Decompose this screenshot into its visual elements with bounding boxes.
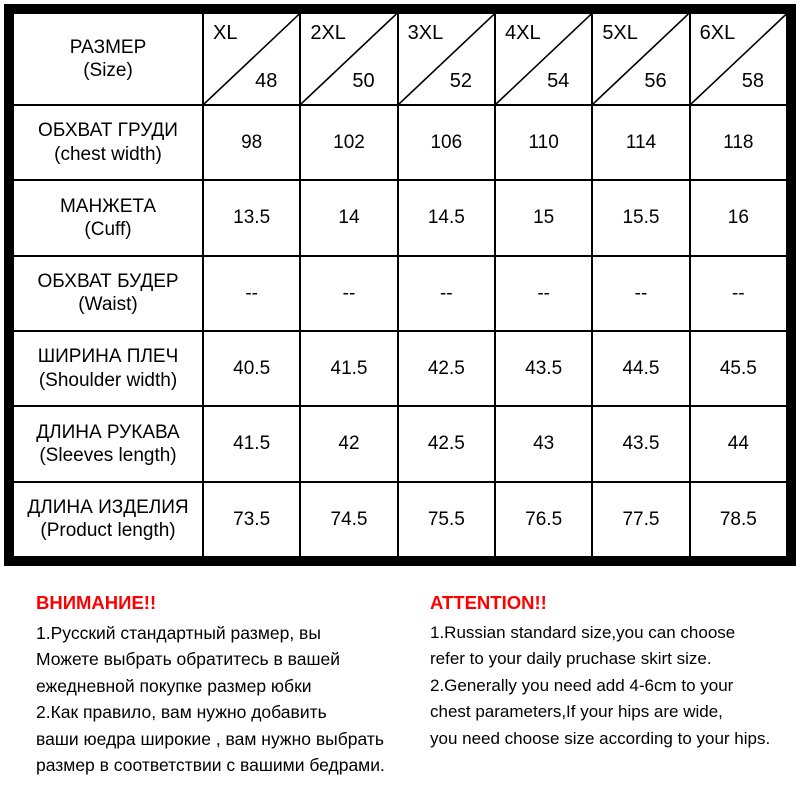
measurement-value-cell: 41.5 bbox=[203, 406, 300, 481]
size-number: 56 bbox=[644, 70, 667, 92]
measurement-value-cell: 15.5 bbox=[592, 180, 689, 255]
note-line: chest parameters,If your hips are wide, bbox=[430, 702, 723, 721]
measurement-value-cell: 75.5 bbox=[398, 482, 495, 557]
size-header-cell-xl bbox=[203, 13, 300, 105]
measurement-value-cell: 44 bbox=[690, 406, 787, 481]
note-block-english bbox=[430, 580, 790, 752]
header-corner-label-en: (Size) bbox=[83, 60, 133, 81]
measurement-value-cell: 98 bbox=[203, 105, 300, 180]
measurement-value-cell: 77.5 bbox=[592, 482, 689, 557]
table-row bbox=[13, 105, 787, 180]
measurement-value-cell: 76.5 bbox=[495, 482, 592, 557]
note-line: ежедневной покупке размер юбки bbox=[36, 675, 312, 696]
header-corner-cell bbox=[13, 13, 203, 105]
measurement-value-cell: 110 bbox=[495, 105, 592, 180]
size-header-cell-6xl bbox=[690, 13, 787, 105]
measurement-label-en: (Shoulder width) bbox=[38, 369, 178, 391]
size-chart-table-frame bbox=[4, 4, 796, 566]
measurement-value-cell: -- bbox=[300, 256, 397, 331]
measurement-value-cell: -- bbox=[398, 256, 495, 331]
measurement-value-cell: -- bbox=[203, 256, 300, 331]
measurement-label-cell bbox=[13, 256, 203, 331]
size-label: XL bbox=[213, 22, 238, 44]
measurement-label-en: (Product length) bbox=[40, 520, 176, 542]
measurement-value-cell: 118 bbox=[690, 105, 787, 180]
measurement-value-cell: 74.5 bbox=[300, 482, 397, 557]
size-header-cell-4xl bbox=[495, 13, 592, 105]
measurement-value-cell: 43 bbox=[495, 406, 592, 481]
measurement-value-cell: 114 bbox=[592, 105, 689, 180]
table-row bbox=[13, 180, 787, 255]
measurement-value-cell: 102 bbox=[300, 105, 397, 180]
size-label: 4XL bbox=[504, 22, 541, 44]
note-line: ваши юедра широкие , вам нужно выбрать bbox=[36, 728, 384, 749]
measurement-value-cell: 42 bbox=[300, 406, 397, 481]
measurement-value-cell: 42.5 bbox=[398, 331, 495, 406]
size-label: 3XL bbox=[407, 22, 444, 44]
size-label: 2XL bbox=[310, 22, 346, 44]
measurement-label-cell bbox=[13, 482, 203, 557]
note-title-english: ATTENTION!! bbox=[430, 592, 547, 613]
measurement-value-cell: 106 bbox=[398, 105, 495, 180]
measurement-label-en: (Cuff) bbox=[84, 218, 132, 240]
size-number: 50 bbox=[352, 70, 375, 92]
note-line: you need choose size according to your hips. bbox=[430, 728, 771, 748]
table-row bbox=[13, 406, 787, 481]
note-line: размер в соответствии с вашими бедрами. bbox=[36, 755, 385, 775]
measurement-value-cell: 14.5 bbox=[398, 180, 495, 255]
note-block-russian bbox=[36, 580, 416, 779]
measurement-value-cell: 40.5 bbox=[203, 331, 300, 406]
measurement-label-cell bbox=[13, 331, 203, 406]
measurement-label-ru: ДЛИНА РУКАВА bbox=[36, 421, 180, 443]
note-title-russian: ВНИМАНИЕ!! bbox=[36, 592, 157, 613]
note-line: Можете выбрать обратитесь в вашей bbox=[36, 649, 341, 669]
size-header-cell-2xl bbox=[300, 13, 397, 105]
measurement-label-ru: МАНЖЕТА bbox=[59, 195, 157, 217]
measurement-value-cell: 14 bbox=[300, 180, 397, 255]
size-chart-table bbox=[12, 12, 788, 558]
notes-section bbox=[0, 580, 800, 790]
measurement-label-ru: ШИРИНА ПЛЕЧ bbox=[37, 346, 179, 368]
measurement-value-cell: 15 bbox=[495, 180, 592, 255]
table-row bbox=[13, 482, 787, 557]
measurement-label-ru: ОБХВАТ ГРУДИ bbox=[38, 120, 178, 142]
size-number: 58 bbox=[741, 70, 764, 92]
measurement-label-en: (Waist) bbox=[78, 294, 138, 316]
measurement-label-cell bbox=[13, 105, 203, 180]
note-line: 2.Как правило, вам нужно добавить bbox=[36, 702, 327, 722]
measurement-value-cell: 16 bbox=[690, 180, 787, 255]
size-label: 6XL bbox=[699, 22, 736, 44]
table-row bbox=[13, 331, 787, 406]
measurement-label-ru: ОБХВАТ БУДЕР bbox=[37, 271, 179, 293]
measurement-value-cell: 43.5 bbox=[495, 331, 592, 406]
header-corner-label-ru: РАЗМЕР bbox=[69, 36, 147, 58]
measurement-value-cell: 43.5 bbox=[592, 406, 689, 481]
size-header-cell-3xl bbox=[398, 13, 495, 105]
measurement-value-cell: -- bbox=[592, 256, 689, 331]
note-line: refer to your daily pruchase skirt size. bbox=[430, 649, 712, 668]
measurement-label-ru: ДЛИНА ИЗДЕЛИЯ bbox=[27, 497, 189, 519]
measurement-label-en: (Sleeves length) bbox=[39, 444, 177, 466]
size-number: 52 bbox=[449, 70, 472, 92]
measurement-value-cell: -- bbox=[495, 256, 592, 331]
measurement-value-cell: 13.5 bbox=[203, 180, 300, 255]
size-header-cell-5xl bbox=[592, 13, 689, 105]
table-row bbox=[13, 256, 787, 331]
measurement-value-cell: 45.5 bbox=[690, 331, 787, 406]
size-table-header-row bbox=[13, 13, 787, 105]
note-line: 1.Russian standard size,you can choose bbox=[430, 622, 736, 642]
measurement-value-cell: 42.5 bbox=[398, 406, 495, 481]
measurement-value-cell: -- bbox=[690, 256, 787, 331]
measurement-value-cell: 44.5 bbox=[592, 331, 689, 406]
size-number: 54 bbox=[547, 70, 570, 92]
size-number: 48 bbox=[255, 70, 278, 92]
measurement-label-cell bbox=[13, 180, 203, 255]
note-line: 2.Generally you need add 4-6cm to your bbox=[430, 675, 734, 695]
measurement-label-en: (chest width) bbox=[54, 143, 162, 165]
measurement-value-cell: 73.5 bbox=[203, 482, 300, 557]
measurement-value-cell: 41.5 bbox=[300, 331, 397, 406]
measurement-label-cell bbox=[13, 406, 203, 481]
size-label: 5XL bbox=[602, 22, 638, 44]
note-line: 1.Русский стандартный размер, вы bbox=[36, 622, 321, 643]
measurement-value-cell: 78.5 bbox=[690, 482, 787, 557]
size-table-body bbox=[13, 13, 787, 557]
